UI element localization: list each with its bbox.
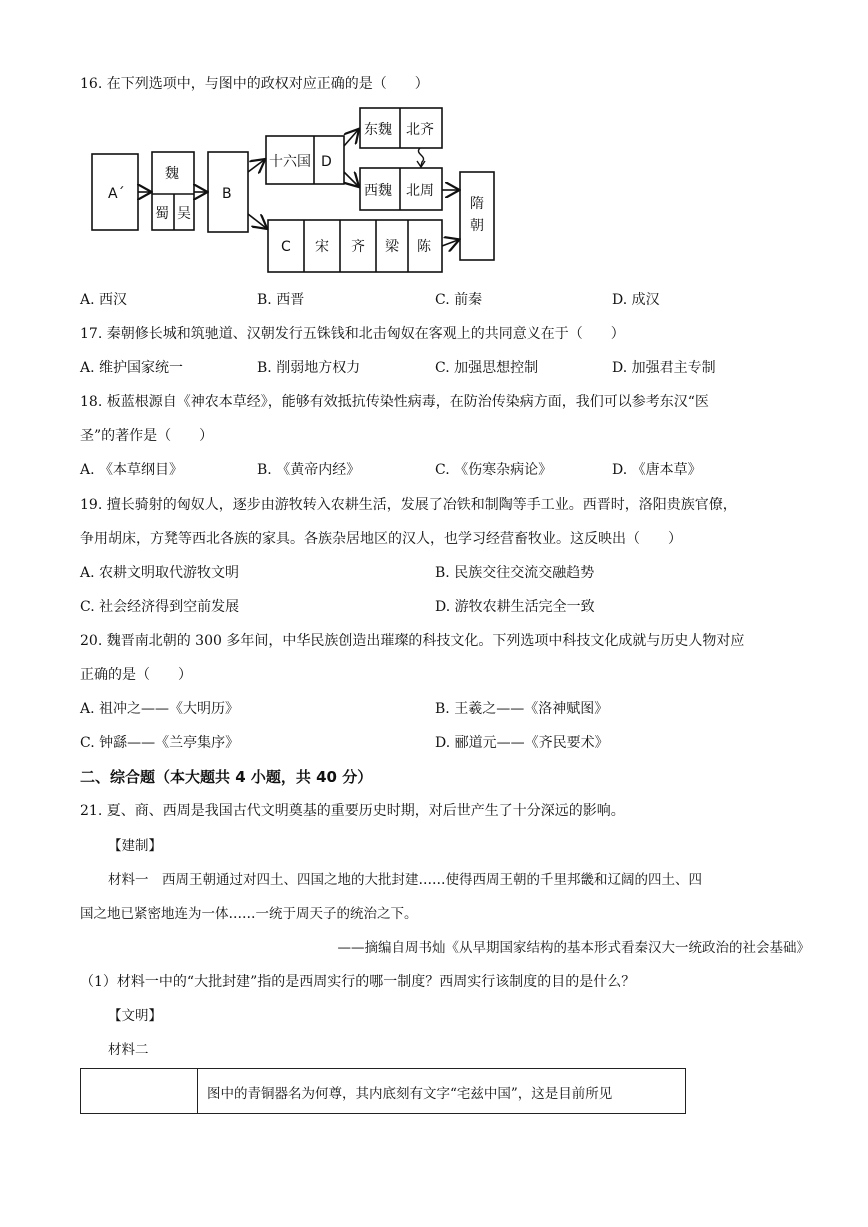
label-beiqi: 北齐: [406, 122, 434, 138]
q16-option-c[interactable]: C. 前秦: [435, 292, 483, 308]
material2-table: [80, 1068, 686, 1114]
q19-option-a[interactable]: A. 农耕文明取代游牧文明: [80, 565, 240, 581]
q19-option-c[interactable]: C. 社会经济得到空前发展: [80, 599, 240, 615]
material2-image-cell: [81, 1069, 198, 1113]
arrow-d-xiwei: [344, 172, 358, 186]
q16-stem: 16. 在下列选项中，与图中的政权对应正确的是（ ）: [80, 76, 429, 92]
label-liang: 梁: [385, 239, 399, 255]
q19-stem-line1: 19. 擅长骑射的匈奴人，逐步由游牧转入农耕生活，发展了冶铁和制陶等手工业。西晋时，洛阳贵族官僚，: [80, 497, 737, 513]
q19-option-d[interactable]: D. 游牧农耕生活完全一致: [435, 599, 595, 615]
q16-option-a[interactable]: A. 西汉: [80, 292, 128, 308]
q18-stem-line1: 18. 板蓝根源自《神农本草经》，能够有效抵抗传染性病毒，在防治传染病方面，我们可以参考东汉“医: [80, 394, 709, 410]
label-sixteen-kingdoms: 十六国: [269, 154, 311, 170]
arrow-b-south: [248, 214, 266, 228]
q21-material1-line1: 材料一 西周王朝通过对四土、四国之地的大批封建……使得西周王朝的千里邦畿和辽阔的四土、四: [108, 872, 702, 888]
label-chao: 朝: [470, 218, 484, 234]
q18-option-a[interactable]: A. 《本草纲目》: [80, 462, 184, 478]
label-song: 宋: [315, 239, 329, 255]
q17-option-b[interactable]: B. 削弱地方权力: [257, 360, 361, 376]
q21-material1-line2: 国之地已紧密地连为一体……一统于周天子的统治之下。: [80, 906, 418, 922]
label-a: A´: [108, 186, 125, 202]
q21-stem: 21. 夏、商、西周是我国古代文明奠基的重要历史时期，对后世产生了十分深远的影响。: [80, 803, 625, 819]
q17-option-a[interactable]: A. 维护国家统一: [80, 360, 184, 376]
q21-material2-label: 材料二: [108, 1042, 149, 1058]
label-qi: 齐: [351, 239, 365, 255]
box-sui: [460, 172, 494, 260]
q17-option-d[interactable]: D. 加强君主专制: [612, 360, 716, 376]
q20-option-d[interactable]: D. 郦道元——《齐民要术》: [435, 735, 609, 751]
q16-option-b[interactable]: B. 西晋: [257, 292, 305, 308]
q20-option-a[interactable]: A. 祖冲之——《大明历》: [80, 701, 240, 717]
label-sui: 隋: [470, 196, 484, 212]
q19-option-b[interactable]: B. 民族交往交流交融趋势: [435, 565, 595, 581]
material2-text: 图中的青铜器名为何尊，其内底刻有文字“宅兹中国”，这是目前所见: [207, 1086, 613, 1102]
q21-tag-wenming: 【文明】: [108, 1008, 162, 1024]
label-b: B: [222, 186, 232, 202]
arrow-b-sixteen: [248, 160, 264, 172]
q21-tag-jianzhi: 【建制】: [108, 838, 162, 854]
q21-material1-source: ——摘编自周书灿《从早期国家结构的基本形式看秦汉大一统政治的社会基础》: [337, 940, 810, 956]
q17-option-c[interactable]: C. 加强思想控制: [435, 360, 539, 376]
label-chen: 陈: [417, 239, 431, 255]
arrow-south-sui: [442, 240, 458, 246]
label-wu: 吴: [177, 206, 191, 222]
q18-option-b[interactable]: B. 《黄帝内经》: [257, 462, 361, 478]
label-shu: 蜀: [155, 206, 169, 222]
q18-stem-line2: 圣”的著作是（ ）: [80, 428, 214, 444]
q20-option-b[interactable]: B. 王羲之——《洛神赋图》: [435, 701, 609, 717]
q21-subquestion1: （1）材料一中的“大批封建”指的是西周实行的哪一制度？西周实行该制度的目的是什么？: [80, 974, 636, 990]
label-xiwei: 西魏: [364, 183, 392, 199]
label-d: D: [321, 154, 332, 170]
q18-option-d[interactable]: D. 《唐本草》: [612, 462, 702, 478]
q17-stem: 17. 秦朝修长城和筑驰道、汉朝发行五铢钱和北击匈奴在客观上的共同意义在于（ ）: [80, 326, 625, 342]
arrow-d-dongwei: [344, 130, 358, 146]
q20-stem-line1: 20. 魏晋南北朝的 300 多年间，中华民族创造出璀璨的科技文化。下列选项中科技文化成就与历史人物对应: [80, 633, 745, 649]
label-c: C: [281, 239, 291, 255]
q19-stem-line2: 争用胡床，方凳等西北各族的家具。各族杂居地区的汉人，也学习经营畜牧业。这反映出（ ）: [80, 531, 682, 547]
label-wei: 魏: [165, 166, 179, 182]
regime-diagram: [88, 100, 508, 276]
q20-option-c[interactable]: C. 钟繇——《兰亭集序》: [80, 735, 240, 751]
q16-option-d[interactable]: D. 成汉: [612, 292, 660, 308]
section2-heading: 二、综合题（本大题共 4 小题，共 40 分）: [80, 768, 373, 786]
label-dongwei: 东魏: [364, 122, 392, 138]
label-beizhou: 北周: [406, 183, 434, 199]
q20-stem-line2: 正确的是（ ）: [80, 667, 192, 683]
q18-option-c[interactable]: C. 《伤寒杂病论》: [435, 462, 553, 478]
